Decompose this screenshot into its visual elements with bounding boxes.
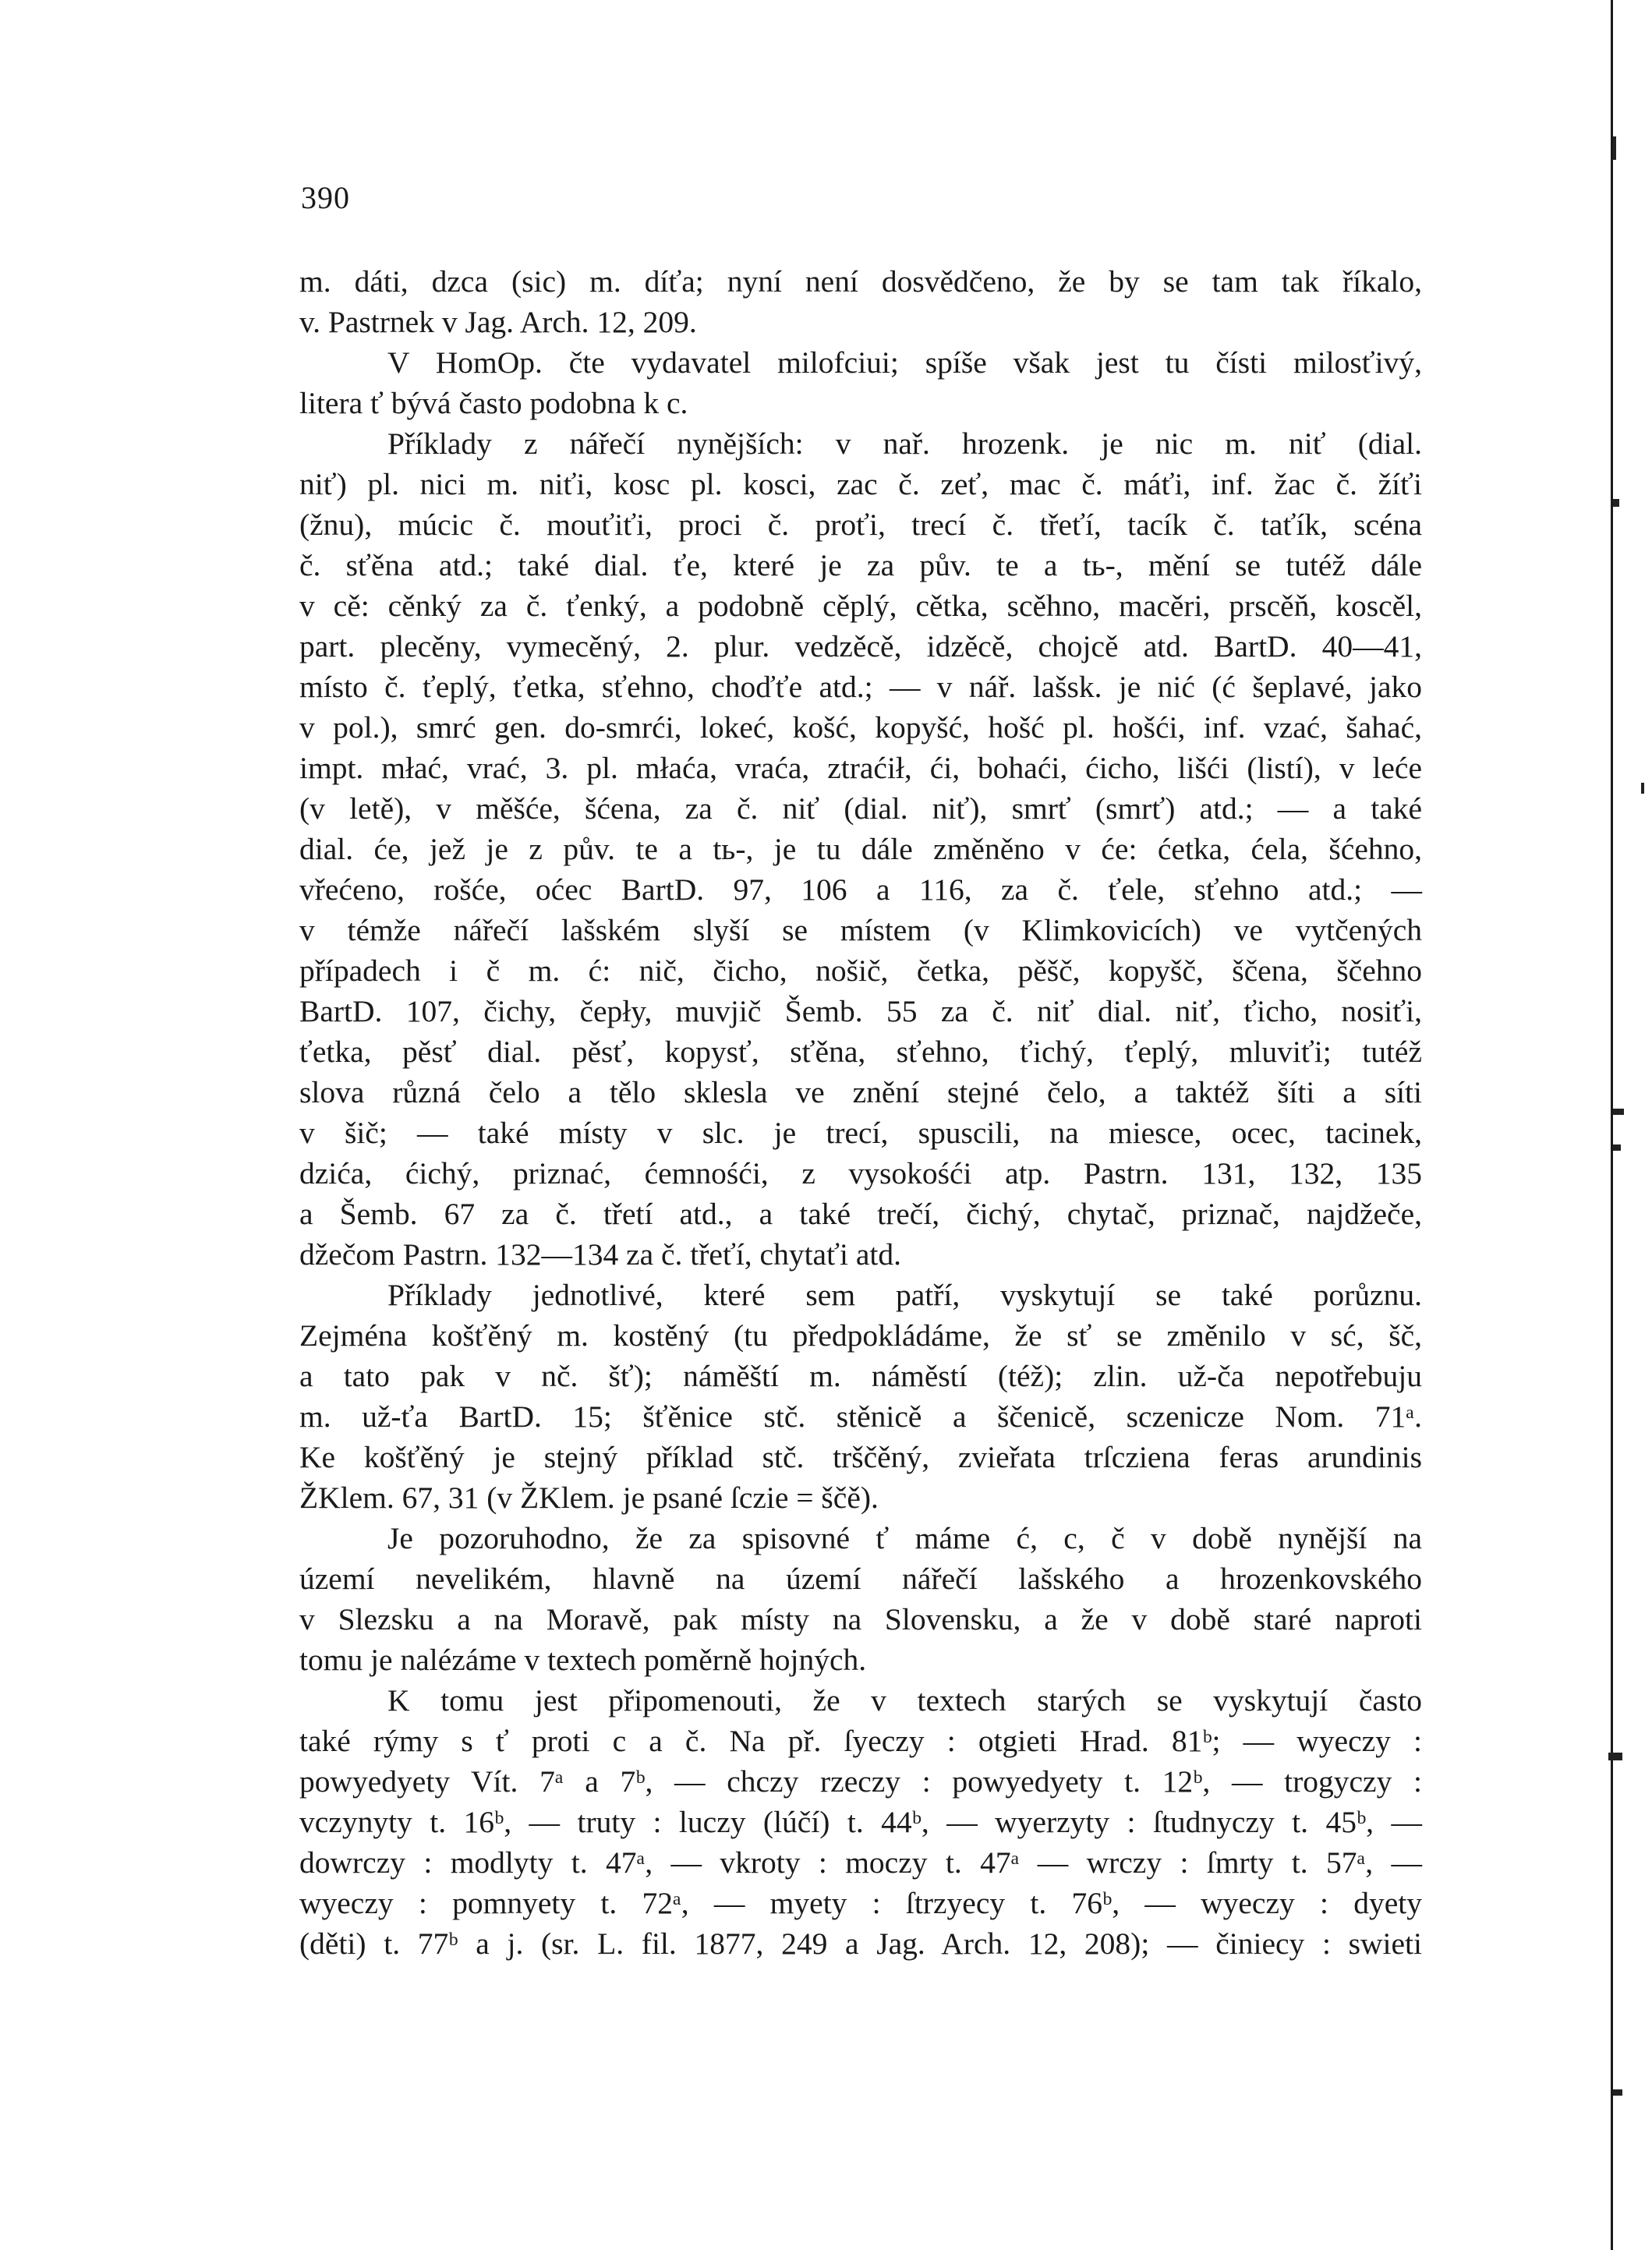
text-line: také rýmy s ť proti c a č. Na př. ſyeczy : otgieti Hrad. 81ᵇ; — wyeczy : — [299, 1724, 1422, 1758]
text-line: v cě: cěnký za č. ťenký, a podobně cěplý, cětka, scěhno, macěri, prscěň, koscěl, — [299, 589, 1422, 623]
text-line: (děti) t. 77ᵇ a j. (sr. L. fil. 1877, 249 a Jag. Arch. 12, 208); — činiecy : swieti — [299, 1926, 1422, 1961]
text-line: v Slezsku a na Moravě, pak místy na Slovensku, a že v době staré naproti — [299, 1602, 1422, 1636]
text-line: BartD. 107, čichy, čepły, muvjič Šemb. 55 za č. niť dial. niť, ťicho, nosiťi, — [299, 994, 1422, 1028]
text-line: dowrczy : modlyty t. 47ᵃ, — vkroty : moczy t. 47ᵃ — wrczy : ſmrty t. 57ᵃ, — — [299, 1845, 1422, 1880]
text-line: vczynyty t. 16ᵇ, — truty : luczy (lúčí) t. 44ᵇ, — wyerzyty : ſtudnyczy t. 45ᵇ, — — [299, 1805, 1422, 1839]
text-line: impt. młać, vrać, 3. pl. młaća, vraća, ztraćił, ći, bohaći, ćicho, lišći (listí), v lеće — [299, 751, 1422, 785]
text-line: v témže nářečí lašském slyší se místem (v Klimkovicích) ve vytčených — [299, 913, 1422, 947]
text-line: wyeczy : pomnyety t. 72ᵃ, — myety : ſtrzyecy t. 76ᵇ, — wyeczy : dyety — [299, 1886, 1422, 1920]
text-line: v. Pastrnek v Jag. Arch. 12, 209. — [299, 305, 697, 339]
text-line: K tomu jest připomenouti, že v textech starých se vyskytují často — [387, 1683, 1422, 1718]
text-line: ťetka, pěsť dial. pěsť, kopysť, sťěna, sťehno, ťichý, ťeplý, mluviťi; tutéž — [299, 1035, 1422, 1069]
text-line: litera ť bývá často podobna k c. — [299, 386, 688, 420]
text-line: Příklady jednotlivé, které sem patří, vyskytují se také porůznu. — [387, 1278, 1422, 1312]
edge-mark — [1613, 499, 1619, 507]
text-line: Ke košťěný je stejný příklad stč. trščěný, zvieřata trſcziena feras arundinis — [299, 1440, 1422, 1474]
edge-mark — [1613, 136, 1616, 160]
body-text — [299, 261, 1422, 1964]
text-line: Příklady z nářečí nynějších: v nař. hrozenk. je nic m. niť (dial. — [387, 426, 1422, 461]
text-line: dial. će, jež je z pův. te a tь-, je tu dále změněno v će: ćetka, ćela, šćehno, — [299, 832, 1422, 866]
page-number: 390 — [301, 180, 350, 215]
text-line: území nevelikém, hlavně na území nářečí lašského a hrozenkovského — [299, 1562, 1422, 1596]
text-line: v pol.), smrć gen. do-smrći, lokeć, košć, kopyšć, hošć pl. hošći, inf. vzać, šahać, — [299, 710, 1422, 745]
text-line: (v letě), v měšće, šćena, za č. niť (dial. niť), smrť (smrť) atd.; — a také — [299, 791, 1422, 826]
text-line: (žnu), múcic č. mouťiťi, proci č. proťi, trecí č. třeťí, tacík č. taťík, scéna — [299, 508, 1422, 542]
text-line: powyedyety Vít. 7ᵃ a 7ᵇ, — chczy rzeczy : powyedyety t. 12ᵇ, — trogyczy : — [299, 1764, 1422, 1799]
text-line: a tato pak v nč. šť); náměští m. náměstí (též); zlin. už-ča nepotřebuju — [299, 1359, 1422, 1393]
text-line: tomu je nalézáme v textech poměrně hojných. — [299, 1643, 867, 1677]
text-line: ŽKlem. 67, 31 (v ŽKlem. je psané ſczie = ščě). — [299, 1481, 879, 1515]
text-line: a Šemb. 67 za č. třetí atd., a také trečí, čichý, chytač, priznač, najdžeče, — [299, 1197, 1422, 1231]
text-line: Zejména košťěný m. kostěný (tu předpokládáme, že sť se změnilo v sć, šč, — [299, 1318, 1422, 1353]
text-line: part. plecěny, vymecěný, 2. plur. vedzěcě, idzěcě, chojcě atd. BartD. 40—41, — [299, 629, 1422, 663]
text-line: místo č. ťeplý, ťetka, sťehno, choďťe atd.; — v nář. lašsk. je nić (ć šeplavé, jako — [299, 670, 1422, 704]
text-line: m. dáti, dzca (sic) m. díťa; nyní není dosvědčeno, že by se tam tak říkalo, — [299, 264, 1422, 299]
scan-margin-strip — [1613, 0, 1652, 2250]
text-line: m. už-ťa BartD. 15; šťěnice stč. stěnicě a ščenicě, sczenicze Nom. 71ᵃ. — [299, 1399, 1422, 1434]
edge-mark — [1613, 1144, 1621, 1151]
edge-mark — [1613, 2089, 1622, 2096]
text-line: niť) pl. nici m. niťi, kosc pl. kosci, zac č. zeť, mac č. máťi, inf. žac č. žíťi — [299, 467, 1422, 501]
text-line: džečom Pastrn. 132—134 za č. třeťí, chytaťi atd. — [299, 1237, 901, 1272]
edge-mark — [1641, 783, 1644, 794]
text-line: č. sťěna atd.; také dial. ťe, které je za pův. te a tь-, mění se tutéž dále — [299, 548, 1422, 582]
text-line: v šič; — také místy v slc. je trecí, spuscili, na miesce, ocec, tacinek, — [299, 1116, 1422, 1150]
text-line: vřećeno, rošće, oćec BartD. 97, 106 a 116, za č. ťele, sťehno atd.; — — [299, 872, 1422, 907]
text-line: V HomOp. čte vydavatel milofciui; spíše však jest tu čísti milosťivý, — [387, 345, 1422, 380]
text-line: dzića, ćichý, priznać, ćemnośći, z vysokośći atp. Pastrn. 131, 132, 135 — [299, 1156, 1422, 1190]
text-line: Je pozoruhodno, že za spisovné ť máme ć, c, č v době nynější na — [387, 1521, 1422, 1555]
edge-mark — [1613, 1109, 1624, 1115]
edge-mark — [1608, 1753, 1622, 1760]
text-line: slova různá čelo a tělo sklesla ve znění stejné čelo, a taktéž šíti a síti — [299, 1075, 1422, 1109]
text-line: případech i č m. ć: nič, čicho, nošič, četka, pěšč, kopyšč, ščena, ščehno — [299, 953, 1422, 988]
